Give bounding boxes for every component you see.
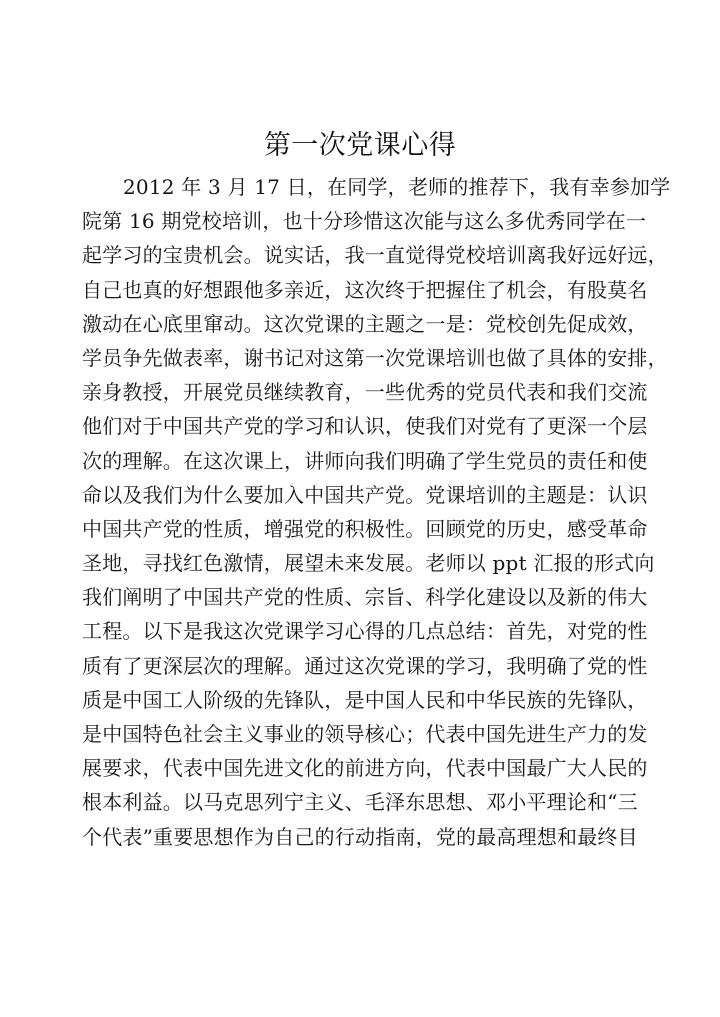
body-line: 院第 16 期党校培训，也十分珍惜这次能与这么多优秀同学在一 bbox=[82, 209, 647, 234]
body-line: 次的理解。在这次课上，讲师向我们明确了学生党员的责任和使 bbox=[82, 448, 648, 473]
body-line: 质是中国工人阶级的先锋队，是中国人民和中华民族的先锋队， bbox=[82, 687, 648, 712]
body-line: 我们阐明了中国共产党的性质、宗旨、科学化建设以及新的伟大 bbox=[82, 585, 648, 610]
body-line: 展要求，代表中国先进文化的前进方向，代表中国最广大人民的 bbox=[82, 756, 648, 781]
body-line: 根本利益。以马克思列宁主义、毛泽东思想、邓小平理论和“三 bbox=[82, 790, 638, 815]
body-line: 圣地，寻找红色激情，展望未来发展。老师以 ppt 汇报的形式向 bbox=[82, 551, 655, 576]
document-title: 第一次党课心得 bbox=[263, 130, 457, 161]
body-line: 中国共产党的性质，增强党的积极性。回顾党的历史，感受革命 bbox=[82, 516, 648, 541]
body-line: 命以及我们为什么要加入中国共产党。党课培训的主题是：认识 bbox=[82, 482, 648, 507]
body-line: 质有了更深层次的理解。通过这次党课的学习，我明确了党的性 bbox=[82, 653, 648, 678]
body-line: 自己也真的好想跟他多亲近，这次终于把握住了机会，有股莫名 bbox=[82, 277, 648, 302]
body-line: 学员争先做表率，谢书记对这第一次党课培训也做了具体的安排， bbox=[82, 345, 668, 370]
body-line: 他们对于中国共产党的学习和认识，使我们对党有了更深一个层 bbox=[82, 414, 648, 439]
body-line: 2012 年 3 月 17 日，在同学，老师的推荐下，我有幸参加学 bbox=[123, 175, 671, 199]
body-line: 工程。以下是我这次党课学习心得的几点总结：首先，对党的性 bbox=[82, 619, 648, 644]
body-line: 个代表”重要思想作为自己的行动指南，党的最高理想和最终目 bbox=[82, 824, 638, 849]
document-body bbox=[82, 170, 671, 854]
body-line: 激动在心底里窜动。这次党课的主题之一是：党校创先促成效， bbox=[82, 311, 648, 336]
body-line: 是中国特色社会主义事业的领导核心；代表中国先进生产力的发 bbox=[82, 722, 648, 746]
body-line: 起学习的宝贵机会。说实话，我一直觉得党校培训离我好远好远， bbox=[82, 243, 668, 268]
body-line: 亲身教授，开展党员继续教育，一些优秀的党员代表和我们交流 bbox=[82, 380, 648, 405]
